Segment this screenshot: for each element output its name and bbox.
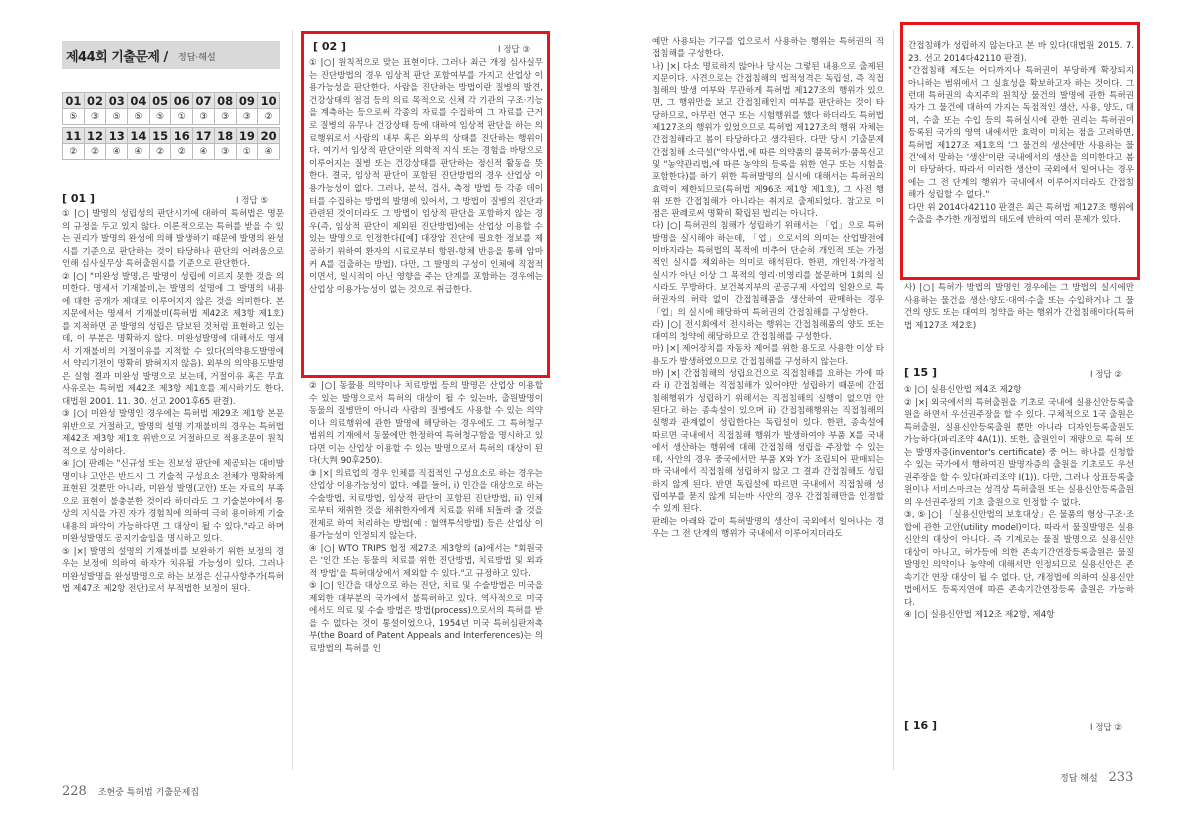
page-number-left: 228	[62, 784, 87, 799]
explanation-item: ① |○| 원칙적으로 맞는 표현이다. 그러나 최근 개정 심사실무는 진단방법의 경우 임상적 판단 포함여부를 가지고 산업상 이용가능성을 판단한다. 사람을 진단하는 방법이란 질병의 발견, 건강상태의 점검 등의 의료 목적으로 신체 각 기관의 구조·기능을 계측하는 등으로써 각종의 자료를 수집하여 그 자료를 근거로 질병의 유무나 건강상태 등에 대하여 임상적 판단을 하는 의료행위로서 사람의 내부 혹은 외부의 상태를 진단하는 행위이다. 여기서 임상적 판단이란 의학적 지식 또는 경험을 바탕으로 이루어지는 질병 또는 건강상태를 판단하는 정신적 활동을 뜻한다. 결국, 임상적 판단이 포함된 진단방법의 경우 산업상 이용가능성이 없다. 그러나, 분석, 검사, 측정 방법 등 각종 데이터를 수집하는 방법의 발명에 있어서, 그 방법이 질병의 진단과 관련된 것이더라도 그 방법이 임상적 판단을 포함하지 않는 경우(즉, 임상적 판단이 제외된 진단방법)에는 산업상 이용할 수 있는 발명으로 인정한다([예] 대장암 진단에 필요한 정보를 제공하기 위하여 환자의 시료로부터 항원-항체 반응을 통해 암마커 A를 검출하는 방법). 다만, 그 발명의 구성이 인체에 직접적이면서, 일시적이 아닌 영향을 주는 단계를 포함하는 경우에는 산업상 이용가능성이 없는 것으로 취급한다.	[309, 58, 543, 295]
answer-row-values-1	[63, 109, 280, 125]
q-ans: ②	[84, 144, 106, 160]
q-num: 06	[171, 93, 193, 109]
q-ans: ④	[106, 144, 128, 160]
explanation-item: ⑤ |×| 발명의 설명의 기재불비를 보완하기 위한 보정의 경우는 보정에 의하여 하자가 치유될 가능성이 있다. 그러나 미완성발명을 완성발명으로 하는 보정은 신규사항추가(특허법 제47조 제2항 전단)로서 부적법한 보정이 된다.	[62, 546, 284, 594]
round-title-bar	[62, 41, 280, 69]
q-num: 19	[236, 128, 258, 144]
q-ans: ②	[149, 144, 171, 160]
section-label: 정답 해설	[1060, 774, 1098, 784]
q-num: 03	[106, 93, 128, 109]
explanation-item: ① |○| 실용신안법 제4조 제2항	[904, 385, 1022, 395]
answer-row-values-2	[63, 144, 280, 160]
explanation-item: 판례는 아래와 같이 특허발명의 생산이 국외에서 일어나는 경우는 그 전 단계의 행위가 국내에서 이루어지더라도	[652, 516, 884, 539]
left-column-2-boxed	[309, 57, 543, 296]
q-ans: ⑤	[128, 109, 150, 125]
q-num: 05	[149, 93, 171, 109]
explanation-item: ② |○| 동물용 의약이나 치료방법 등의 발명은 산업상 이용할 수 있는 발명으로서 특허의 대상이 될 수 있는바, 출원발명이 동물의 질병만이 아니라 사람의 질병에도 사용할 수 있는 의약이나 의료행위에 관한 발명에 해당하는 경우에도 그 특허청구범위의 기재에서 동물에만 한정하여 특허청구함을 명시하고 있다면 이는 산업상 이용할 수 있는 발명으로서 특허의 대상이 된다(大判 90후250).	[309, 381, 543, 466]
q-ans: ②	[63, 144, 85, 160]
round-title: 제44회 기출문제 /	[66, 50, 168, 65]
q-num: 08	[214, 93, 236, 109]
q15-label: [ 15 ]	[904, 366, 938, 379]
q-num: 01	[63, 93, 85, 109]
q-num: 20	[258, 128, 280, 144]
explanation-item: 나) |×| 다소 명료하지 않아나 당시는 그렇된 내용으로 출제된 지문이다. 사견으로는 간접침해의 법적성격은 독립설, 즉 직접침해의 발생 여부와 무관하게 특허법 제127조의 행위가 있으면, 그 행위만을 보고 간접침해인지 여부를 판단하는 것이 타당하므로, 아무런 연구 또는 시험행위를 했다 하더라도 특허법 제127조의 행위가 있었으므로 특허법 제127조의 행위 자체는 간접침해라고 봄이 타당하다고 생각된다. 다만 당시 기출문제 간접침해 소극설("약사법,에 따른 의약품의 품목허가·품목신고 및 "농약관리법,에 따른 농약의 등록을 위한 연구 또는 시험을 포함한다)를 하기 위한 특허발명의 실시에 대해서는 특허권의 효력이 제한되므로(특허법 제96조 제1항 제1호), 그 사전 행위 또한 간접침해가 아니라는 취지로 출제되었다. 참고로 이 점은 판례로써 명확히 확립된 법리는 아니다.	[652, 61, 884, 220]
left-column-2	[309, 380, 543, 655]
explanation-item: 사) |○| 특허가 방법의 발명인 경우에는 그 방법의 실시에만 사용하는 물건을 생산·양도·대여·수출 또는 수입하거나 그 물건의 양도 또는 대여의 청약을 하는 행위가 간접침해이다(특허법 제127조 제2호)	[904, 283, 1135, 331]
q-num: 09	[236, 93, 258, 109]
book-title: 조현중 특허법 기출문제집	[97, 788, 200, 798]
explanation-item: 다) |○| 특허권의 침해가 성립하기 위해서는 「업」으로 특허발명을 실시해야 하는데, 「업」으로서의 의미는 산업발전에 이바지라는 특허법의 목적에 비추어 단순히 개인적 또는 가정적인 실시를 제외하는 의미로 해석된다. 한편, 개인적·가정적 실시가 아닌 이상 그 목적의 영리·비영리를 불문하며 1회의 실시라도 무방하다. 보건복지부의 공공구제 사업의 일환으로 특허권자의 허락 없이 간접침해품을 생산하여 판매하는 경우 「업」의 실시에 해당하여 특허권의 간접침해를 구성한다.	[652, 221, 884, 318]
q-num: 13	[106, 128, 128, 144]
q02-label: [ 02 ]	[313, 40, 347, 53]
q-ans: ④	[128, 144, 150, 160]
answer-table	[62, 92, 280, 160]
q-num: 16	[171, 128, 193, 144]
q02-answer: I 정답 ③	[498, 45, 530, 55]
explanation-item: 예만 사용되는 기구를 업으로서 사용하는 행위는 특허권의 직접침해를 구성한다.	[652, 37, 884, 60]
q-num: 10	[258, 93, 280, 109]
q-num: 14	[128, 128, 150, 144]
q-num: 12	[84, 128, 106, 144]
explanation-item: ① |○| 발명의 성립성의 판단시기에 대하여 특허법은 명문의 규정을 두고 있지 않다. 이론적으로는 특허를 받을 수 있는 권리가 발명의 완성에 의해 발생하기 때문에 발명의 완성시를 기준으로 판단하는 것이 타당하나 판단의 어려움으로 인해 심사실무상 특허출원시를 기준으로 판단한다.	[62, 209, 284, 269]
q-ans: ⑤	[63, 109, 85, 125]
q16-label: [ 16 ]	[904, 719, 938, 732]
q-ans: ③	[214, 109, 236, 125]
right-column-2-boxed	[908, 28, 1134, 239]
right-column-2-q15	[904, 384, 1134, 622]
page-number-right: 233	[1108, 770, 1134, 785]
q-ans: ④	[193, 144, 215, 160]
footer-left	[62, 784, 199, 799]
q-ans: ⑤	[106, 109, 128, 125]
q-ans: ③	[236, 109, 258, 125]
explanation-item: ⑤ |○| 인간을 대상으로 하는 진단, 치료 및 수술방법은 미국을 제외한 대부분의 국가에서 불특허하고 있다. 역사적으로 미국에서도 의료 및 수술 방법은 방법(process)으로서의 특허를 받을 수 없다는 것이 통설이었으나, 1954년 미국 특허심판저촉부(the Board of Patent Appeals and Interferences)는 의료방법의 특허를 인	[309, 581, 543, 654]
right-column-2	[904, 282, 1134, 332]
explanation-item: 라) |○| 전시회에서 전시하는 행위는 간접침해품의 양도 또는 대여의 청약에 해당하므로 간접침해를 구성한다.	[652, 319, 884, 343]
q-num: 04	[128, 93, 150, 109]
q-ans: ③	[84, 109, 106, 125]
q16-answer: I 정답 ②	[1090, 723, 1122, 733]
q-num: 15	[149, 128, 171, 144]
explanation-item: 바) |×| 간접침해의 성립요건으로 직접침해를 요하는 가에 따라 i) 간접침해는 직접침해가 있어야만 성립하기 때문에 간접침해행위가 성립하기 위해서는 직접침해의 실행이 없으면 안 된다고 하는 종속설이 있으며 ii) 간접침해행위는 직접침해의 실행과 관계없이 성립한다는 독립설이 있다. 한편, 종속설에 따르면 국내에서 직접침해 행위가 발생하여야 부품 X를 국내에서 생산하는 행위에 대해 간접침해 성립을 주장할 수 있는데, 사안의 경우 중국에서만 부품 X와 Y가 조립되어 판매되는바 국내에서 직접침해 성립하지 않고 그 결과 간접침해도 성립하지 않게 된다. 반면 독립설에 따르면 국내에서 직접침해 성립여부를 묻지 않게 되는바 사안의 경우 간접침해만을 인정할 수 있게 된다.	[652, 369, 884, 515]
q-ans: ④	[258, 144, 280, 160]
q-ans: ①	[236, 144, 258, 160]
left-column-1	[62, 208, 284, 596]
q-ans: ②	[258, 109, 280, 125]
q-ans: ③	[193, 109, 215, 125]
answer-row-numbers-1	[63, 93, 280, 109]
round-subtitle: 정답·해설	[178, 53, 216, 63]
explanation-item: ② |○| "미완성 발명,은 발명이 성립에 이르지 못한 것을 의미한다. 명세서 기재불비,는 발명의 설명에 그 발명의 내용에 대한 공개가 제대로 이루어지지 않은 것을 의미한다. 본 지문에서는 명세서 기재불비(특허법 제42조 제3항 제1호)를 지적하면 곧 발명의 성립은 담보된 것처럼 표현하고 있는데, 이 부분은 명확하지 않다. 미완성발명에 대해서도 명세서 기재불비의 거절이유를 지적할 수 있다(의약용도발명에서 약리기전이 명확히 밝혀지지 않음). 외부의 의약용도발명은 실험 결과 미완성 발명으로 보는데, 거절이유 혹은 무효사유로는 특허법 제42조 제3항 제1호를 제시하기도 한다. 대법원 2001. 11. 30. 선고 2001후65 판결).	[62, 271, 284, 407]
q-ans: ②	[171, 144, 193, 160]
q-ans: ①	[171, 109, 193, 125]
footer-right	[1060, 770, 1133, 785]
explanation-item: ② |×| 외국에서의 특허출원을 기초로 국내에 실용신안등록출원을 하면서 우선권주장을 할 수 있다. 구체적으로 1국 출원은 특허출원, 실용신안등록출원 뿐만 아니라 디자인등록출원도 가능하다(파리조약 4A(1)). 또한, 출원인이 재량으로 특허 또는 발명자증(inventor's certificate) 중 어느 하나를 신청할 수 있는 국가에서 행하여진 발명자증의 출원을 기초로도 우선권주장을 할 수 있다(파리조약 I(1)). 다만, 그러나 상표등록출원이나 서비스마크는 성격상 특허출원 또는 실용신안등록출원의 우선권주장의 기초 출원으로 인정할 수 없다.	[904, 397, 1134, 508]
q-num: 11	[63, 128, 85, 144]
q-num: 02	[84, 93, 106, 109]
q15-answer: I 정답 ②	[1090, 370, 1122, 380]
q-num: 17	[193, 128, 215, 144]
explanation-item: ③ |×| 의료업의 경우 인체를 직접적인 구성요소로 하는 경우는 산업상 이용가능성이 없다. 예를 들어, i) 인간을 대상으로 하는 수술방법, 치료방법, 임상적 판단이 포함된 진단방법, ii) 인체로부터 채취한 것을 채취한자에게 치료를 위해 되돌려 줄 것을 전제로 하여 처리하는 방법(예 : 혈액투석방법) 등은 산업상 이용가능성이 인정되지 않는다.	[309, 468, 543, 541]
explanation-item: 마) |×| 제어장치를 자동차 제어를 위한 용도로 사용한 이상 타용도가 발생하였으므로 간접침해를 구성하지 않는다.	[652, 344, 884, 367]
explanation-item: ④ |○| WTO TRIPS 협정 제27조 제3항의 (a)에서는 "회원국은 '인간 또는 동물의 치료를 위한 진단방법, 치료방법 및 외과적 방법'을 특허대상에서 제외할 수 있다."고 규정하고 있다.	[309, 543, 543, 579]
q-ans: ③	[214, 144, 236, 160]
q01-label: [ 01 ]	[62, 192, 96, 205]
q-num: 18	[214, 128, 236, 144]
q-num: 07	[193, 93, 215, 109]
explanation-item: ④ |○| 실용신안법 제12조 제2항, 제4항	[904, 610, 1055, 620]
explanation-item: ③, ⑤ |○| 「실용신안법의 보호대상」은 물품의 형상·구조·조합에 관한 고안(utility model)이다. 따라서 물질발명은 실용신안의 대상이 아니다. 즉 기계로는 물질 발명으로 실용신안 대상이 아니고, 허가등에 의한 존속기간연장등록출원은 물질발명인 의약이나 농약에 대해서만 인정되므로 실용신안은 존속기간 연장 대상이 될 수 없다. 단, 개정법에 의하여 실용신안법에서도 등록지연에 따른 존속기간연장등록 출원은 가능하다.	[904, 510, 1134, 608]
explanation-item: 간접침해가 성립하지 않는다고 본 바 있다(대법원 2015. 7. 23. 선고 2014다42110 판결). "간접침해 제도는 어디까지나 특허권이 부당하게 확장되지 아니하는 범위에서 그 실효성을 확보하고자 하는 것이다. 그런데 특허권의 속지주의 원칙상 물건의 발명에 관한 특허권자가 그 물건에 대하여 가지는 독점적인 생산, 사용, 양도, 대여, 수출 또는 수입 등의 특허실시에 관한 권리는 특허권이 등록된 국가의 영역 내에서만 효력이 미치는 점을 고려하면, 특허법 제127조 제1호의 '그 물건의 생산에만 사용하는 물건'에서 말하는 '생산'이란 국내에서의 생산을 의미한다고 봄이 타당하다. 따라서 이러한 생산이 국외에서 일어나는 경우에는 그 전 단계의 행위가 국내에서 이루어지더라도 간접침해가 성립할 수 없다." 다만 위 2014다42110 판결은 최근 특허법 제127조 행위에 수출을 추가한 개정법의 태도에 반하여 여러 문제가 있다.	[908, 41, 1134, 226]
q-ans: ⑤	[149, 109, 171, 125]
q01-answer: I 정답 ⑤	[236, 196, 268, 206]
explanation-item: ③ |○| 미완성 발명인 경우에는 특허법 제29조 제1항 본문 위반으로 거절하고, 발명의 설명 기재불비의 경우는 특허법 제42조 제3항 제1호 위반으로 거절하므로 적용조문이 원칙적으로 상이하다.	[62, 409, 284, 457]
explanation-item: ④ |○| 판례는 "신규성 또는 진보성 판단에 제공되는 대비발명이나 고안은 반드시 그 기술적 구성요소 전체가 명확하게 표현된 것뿐만 아니라, 미완성 발명(고안) 또는 자료의 부족으로 표현이 불충분한 것이라 하더라도 그 기술분야에서 통상의 지식을 가진 자가 경험칙에 의하여 극히 용이하게 기술내용의 파악이 가능하다면 그 대상이 될 수 있다."라고 하며 미완성발명도 공지기술임을 명시하고 있다.	[62, 459, 284, 544]
answer-row-numbers-2	[63, 128, 280, 144]
right-column-1	[652, 36, 884, 540]
